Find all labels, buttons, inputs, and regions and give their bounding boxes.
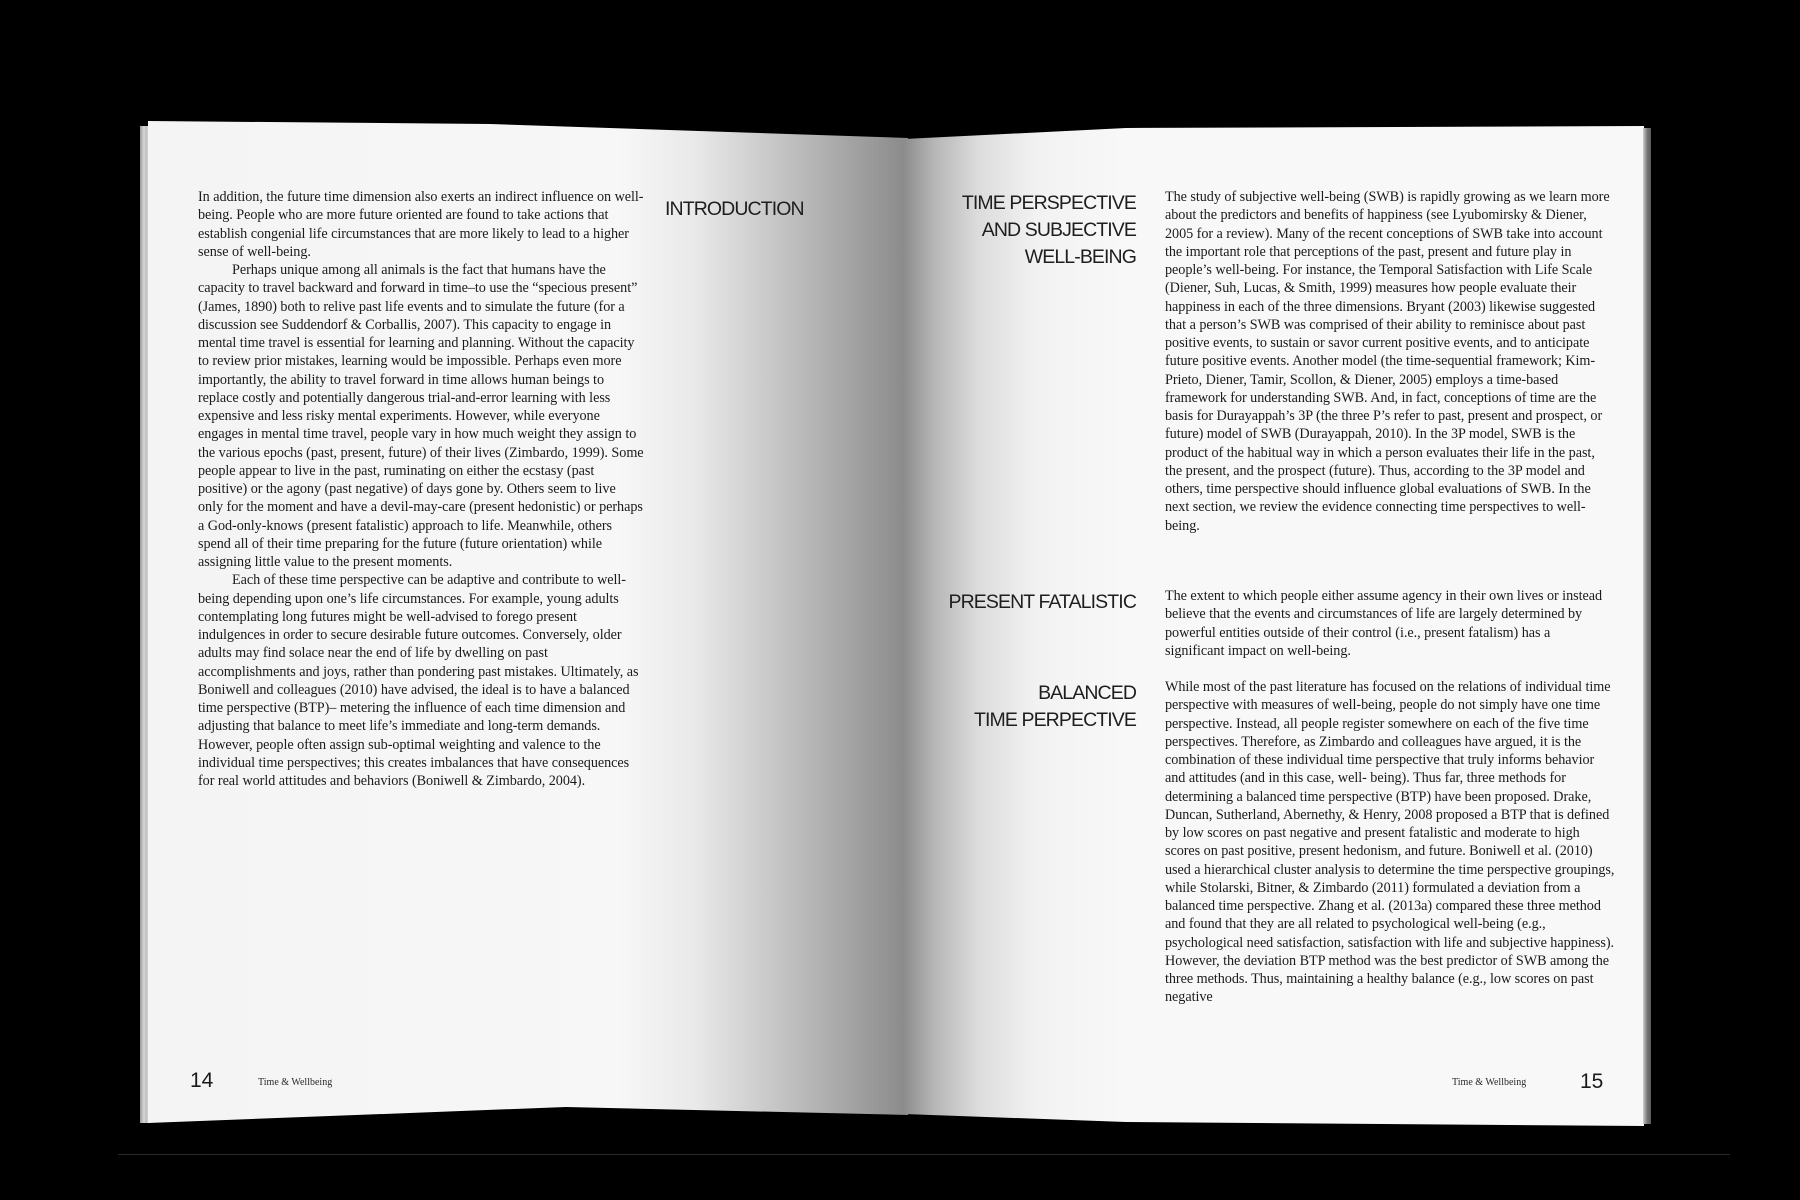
section-body-present-fatalistic xyxy=(1165,587,1610,660)
heading-line: PRESENT FATALISTIC xyxy=(948,591,1136,613)
section-body-time-perspective-swb xyxy=(1165,188,1610,535)
paragraph: The study of subjective well-being (SWB) is rapidly growing as we learn more about the predictors and benefits of happiness (see Lyubomirsky & Diener, 2005 for a review). Many of the recent conceptions of SWB take into account the important role that perceptions of the past, present and future play in people’s well-being. For instance, the Temporal Satisfaction with Life Scale (Diener, Suh, Lucas, & Smith, 1999) measures how people evaluate their happiness in each of the three dimensions. Bryant (2003) likewise suggested that a person’s SWB was comprised of their ability to reminisce about past positive events, to sustain or savor current positive events, and to anticipate future positive events. Another model (the time-sequential framework; Kim- Prieto, Diener, Tamir, Scollon, & Diener, 2005) employs a time-based framework for understanding SWB. And, in fact, conceptions of time are the basis for Durayappah’s 3P (the three P’s refer to past, present and prospect, or future) model of SWB (Durayappah, 2010). In the 3P model, SWB is the product of the habitual way in which a person evaluates their life in the past, the present, and the prospect (future). Thus, according to the 3P model and others, time perspective should influence global evaluations of SWB. In the next section, we review the evidence connecting time perspectives to well-being. xyxy=(1165,189,1610,534)
section-heading-present-fatalistic xyxy=(900,589,1136,616)
running-head-right: Time & Wellbeing xyxy=(1452,1077,1527,1088)
heading-line: WELL-BEING xyxy=(1024,246,1136,268)
left-page-body xyxy=(198,188,644,790)
section-heading-balanced-time-perspective xyxy=(900,680,1136,734)
heading-line: BALANCED xyxy=(1038,682,1136,704)
running-head-left: Time & Wellbeing xyxy=(258,1077,333,1088)
right-page-stack-edge xyxy=(1643,128,1651,1124)
section-heading-introduction: INTRODUCTION xyxy=(665,198,804,220)
section-heading-time-perspective-swb xyxy=(900,190,1136,271)
paragraph: While most of the past literature has focused on the relations of individual time perspective with measures of well-being, people do not simply have one time perspective. Instead, all people register somewhere on each of the five time perspectives. Therefore, as Zimbardo and colleagues have argued, it is the combination of these individual time perspective that truly informs behavior and attitudes (and in this case, well- being). Thus far, three methods for determining a balanced time perspective (BTP) have been proposed. Drake, Duncan, Sutherland, Abernethy, & Henry, 2008 proposed a BTP that is defined by low scores on past negative and present fatalistic and moderate to high scores on past positive, present hedonism, and future. Boniwell et al. (2010) used a hierarchical cluster analysis to determine the time perspective groupings, while Stolarski, Bitner, & Zimbardo (2011) formulated a deviation from a balanced time perspective. Zhang et al. (2013a) compared these three method and found that they are all related to psychological well-being (e.g., psychological need satisfaction, satisfaction with life and subjective happiness). However, the deviation BTP method was the best predictor of SWB among the three methods. Thus, maintaining a healthy balance (e.g., low scores on past negative xyxy=(1165,679,1615,1006)
heading-line: AND SUBJECTIVE xyxy=(981,219,1136,241)
heading-line: TIME PERPECTIVE xyxy=(973,709,1136,731)
section-body-balanced-time-perspective xyxy=(1165,678,1615,1007)
heading-line: TIME PERSPECTIVE xyxy=(961,192,1136,214)
paragraph: Each of these time perspective can be adaptive and contribute to well-being depending upon one’s life circumstances. For example, young adults contemplating long futures might be well-advised to forego present indulgences in order to secure desirable future outcomes. Conversely, older adults may find solace near the end of life by dwelling on past accomplishments and joys, rather than pondering past mistakes. Ultimately, as Boniwell and colleagues (2010) have advised, the ideal is to have a balanced time perspective (BTP)– metering the influence of each time dimension and adjusting that balance to meet life’s immediate and long-term demands. However, people often assign sub-optimal weighting and valence to the individual time perspectives; this creates imbalances that have consequences for real world attitudes and behaviors (Boniwell & Zimbardo, 2004). xyxy=(198,572,639,789)
paragraph: Perhaps unique among all animals is the fact that humans have the capacity to travel backward and forward in time–to use the “specious present” (James, 1890) both to relive past life events and to simulate the future (for a discussion see Suddendorf & Corballis, 2007). This capacity to engage in mental time travel is essential for learning and planning. Without the capacity to review prior mistakes, learning would be impossible. Perhaps even more importantly, the ability to travel forward in time allows human beings to replace costly and potentially dangerous trial-and-error learning with less expensive and less risky mental experiments. However, while everyone engages in mental time travel, people vary in how much weight they assign to the various epochs (past, present, future) of their lives (Zimbardo, 1999). Some people appear to live in the past, ruminating on either the ecstasy (past positive) or the agony (past negative) of days gone by. Others seem to live only for the moment and have a devil-may-care (present hedonistic) or perhaps a God-only-knows (present fatalistic) approach to life. Meanwhile, others spend all of their time preparing for the future (future orientation) while assigning little value to the present moments. xyxy=(198,262,644,570)
page-number-right: 15 xyxy=(1580,1070,1604,1093)
page-number-left: 14 xyxy=(190,1069,214,1092)
paragraph: In addition, the future time dimension also exerts an indirect influence on well-being. People who are more future oriented are found to take actions that establish congenial life circumstances that are more likely to lead to a higher sense of well-being. xyxy=(198,189,644,260)
background-rule xyxy=(118,1154,1730,1155)
paragraph: The extent to which people either assume agency in their own lives or instead believe that the events and circumstances of life are largely determined by powerful entities outside of their control (i.e., present fatalism) has a significant impact on well-being. xyxy=(1165,588,1603,659)
